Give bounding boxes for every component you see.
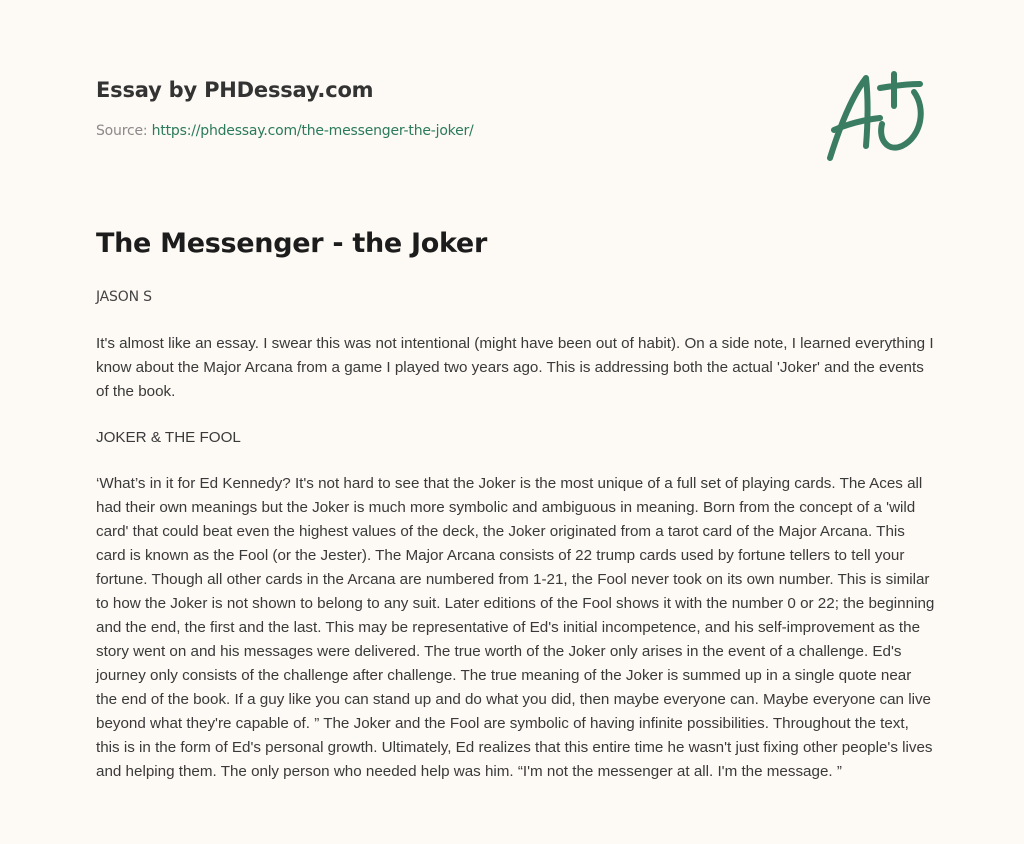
intro-paragraph: It's almost like an essay. I swear this was not intentional (might have been out of habit). On a side note, I learned everything I know about the Major Arcana from a game I played two years ago. This is addressing both the actual 'Joker' and the events of the book. — [96, 335, 934, 400]
source-line — [96, 122, 796, 140]
source-link[interactable]: https://phdessay.com/the-messenger-the-joker/ — [151, 123, 474, 139]
section-heading: JOKER & THE FOOL — [96, 429, 241, 446]
a-plus-grade-icon — [822, 66, 932, 166]
site-title: Essay by PHDessay.com — [96, 78, 374, 102]
essay-content — [96, 226, 936, 784]
author-name: JASON S — [96, 289, 152, 305]
essay-title: The Messenger - the Joker — [96, 228, 487, 259]
site-header — [96, 76, 796, 140]
body-paragraph: ‘What’s in it for Ed Kennedy? It's not hard to see that the Joker is the most unique of a full set of playing cards. The Aces all had their own meanings but the Joker is much more symbolic and ambiguous in meaning. Born from the concept of a 'wild card' that could beat even the highest values of the deck, the Joker originated from a tarot card of the Major Arcana. This card is known as the Fool (or the Jester). The Major Arcana consists of 22 trump cards used by fortune tellers to tell your fortune. Though all other cards in the Arcana are numbered from 1-21, the Fool never took on its own number. This is similar to how the Joker is not shown to belong to any suit. Later editions of the Fool shows it with the number 0 or 22; the beginning and the end, the first and the last. This may be representative of Ed's initial incompetence, and his self-improvement as the story went on and his messages were delivered. The true worth of the Joker only arises in the event of a challenge. Ed's journey only consists of the challenge after challenge. The true meaning of the Joker is summed up in a single quote near the end of the book. If a guy like you can stand up and do what you did, then maybe everyone can. Maybe everyone can live beyond what they're capable of. ” The Joker and the Fool are symbolic of having infinite possibilities. Throughout the text, this is in the form of Ed's personal growth. Ultimately, Ed realizes that this entire time he wasn't just fixing other people's lives and helping them. The only person who needed help was him. “I'm not the messenger at all. I'm the message. ” — [96, 475, 935, 780]
source-label: Source: — [96, 123, 148, 139]
